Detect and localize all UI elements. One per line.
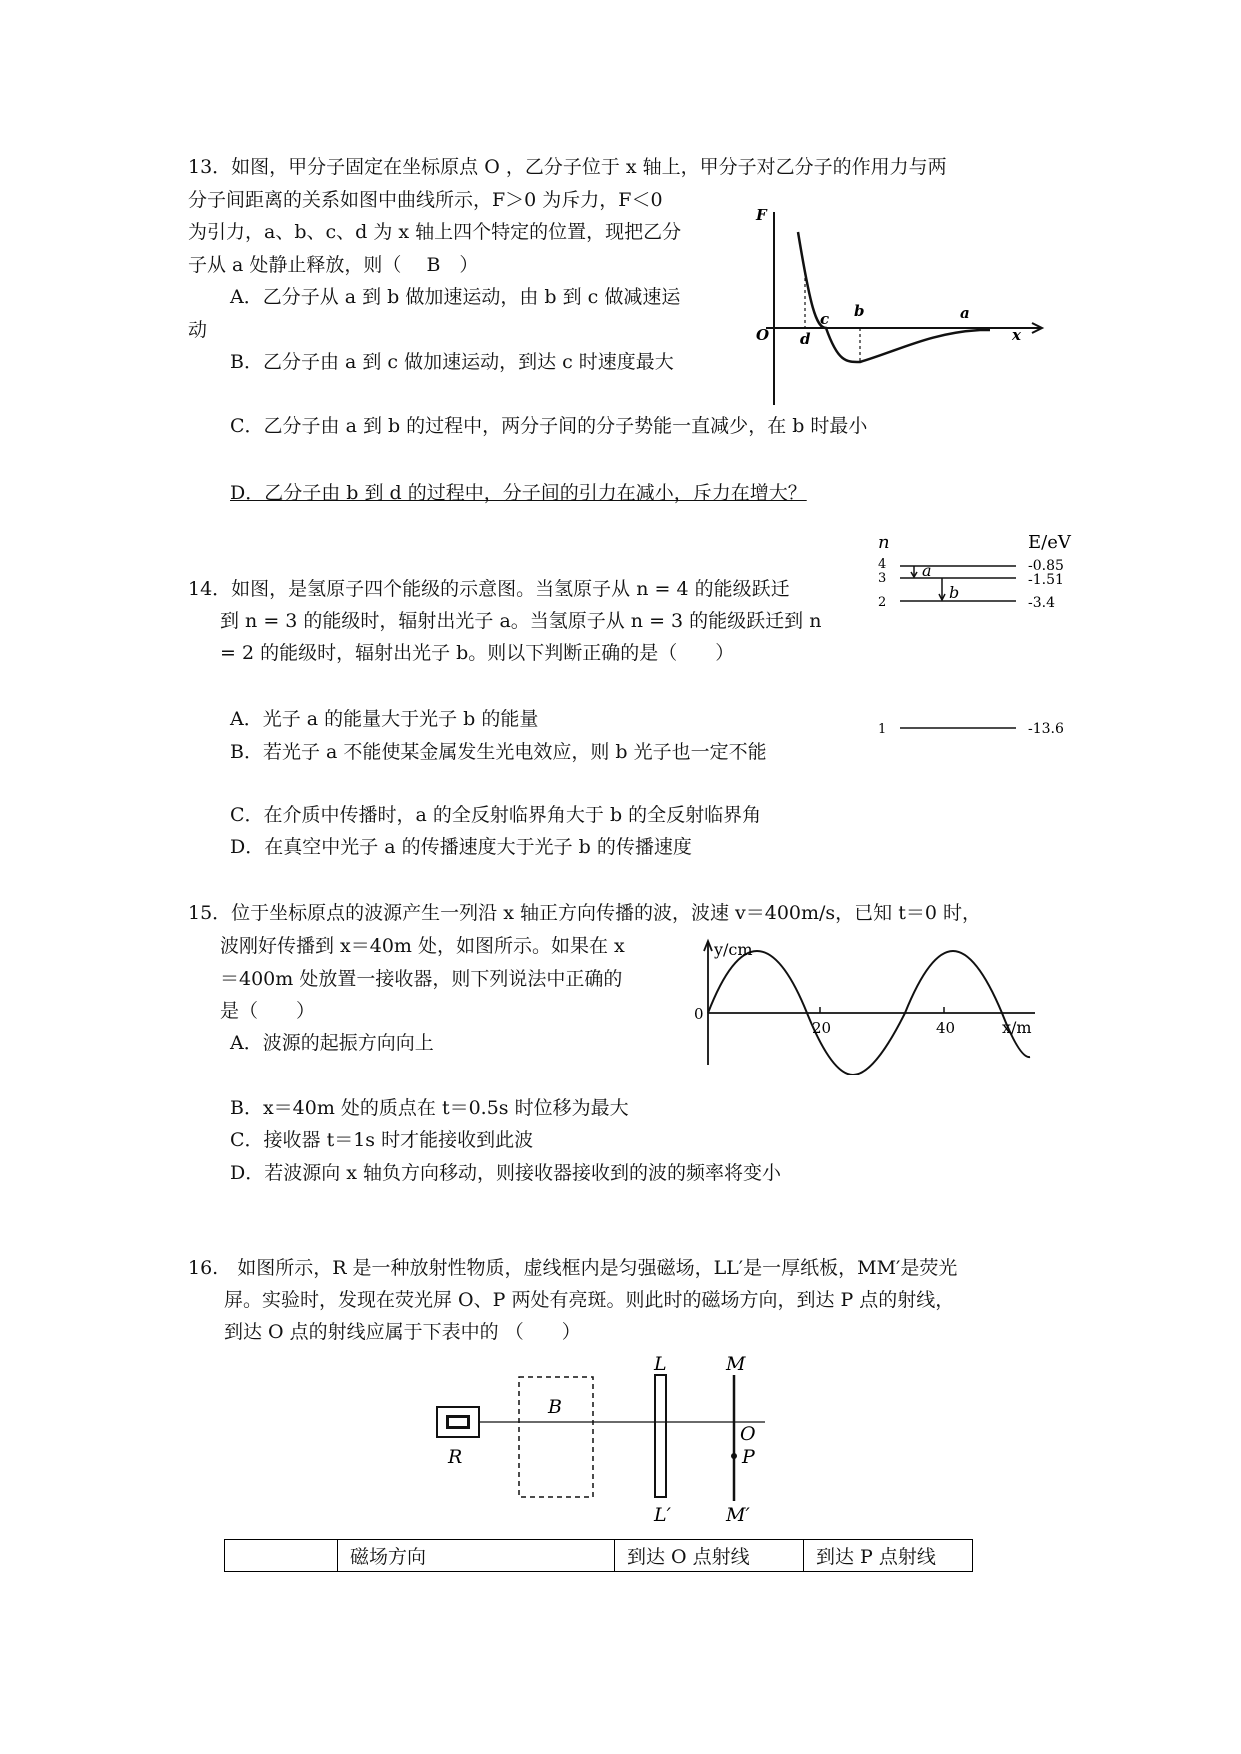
q14-line-3: = 2 的能级时，辐射出光子 b。则以下判断正确的是（ ） — [220, 642, 735, 664]
q16-p-label: P — [742, 1446, 755, 1468]
q13-f-label: F — [756, 206, 767, 224]
table-header-field-direction: 磁场方向 — [338, 1540, 615, 1572]
table-row — [225, 1540, 973, 1572]
q13-option-d: D．乙分子由 b 到 d 的过程中，分子间的引力在减小，斥力在增大？ — [230, 482, 807, 504]
q15-origin-label: 0 — [694, 1005, 704, 1023]
q14-option-a: A．光子 a 的能量大于光子 b 的能量 — [230, 708, 539, 730]
q13-line-3: 为引力，a、b、c、d 为 x 轴上四个特定的位置，现把乙分 — [188, 221, 682, 243]
q13-b-label: b — [854, 302, 865, 320]
q14-photon-a: a — [922, 561, 932, 580]
q16-line-2: 屏。实验时，发现在荧光屏 O、P 两处有亮斑。则此时的磁场方向，到达 P 点的射线， — [224, 1289, 955, 1311]
q15-x-axis-label: x/m — [1002, 1018, 1032, 1037]
q14-energy-level-diagram — [870, 528, 1100, 748]
q14-option-c: C．在介质中传播时，a 的全反射临界角大于 b 的全反射临界角 — [230, 804, 762, 826]
q13-x-label: x — [1012, 326, 1021, 344]
q14-e-label: E/eV — [1028, 532, 1071, 553]
q16-m-prime-label: M′ — [726, 1504, 750, 1526]
q13-option-c: C．乙分子由 a 到 b 的过程中，两分子间的分子势能一直减少，在 b 时最小 — [230, 415, 868, 437]
q13-line-4: 子从 a 处静止释放，则（ B ） — [188, 254, 479, 276]
q16-answer-table — [224, 1539, 973, 1572]
q16-r-label: R — [448, 1446, 463, 1468]
q15-line-2: 波刚好传播到 x＝40m 处，如图所示。如果在 x — [220, 935, 625, 957]
q15-line-3: ＝400m 处放置一接收器，则下列说法中正确的 — [220, 968, 623, 990]
q15-line-1: 15．位于坐标原点的波源产生一列沿 x 轴正方向传播的波，波速 v＝400m/s，已知 t＝0 时， — [188, 902, 981, 924]
q16-l-prime-label: L′ — [654, 1504, 671, 1526]
q15-option-c: C．接收器 t＝1s 时才能接收到此波 — [230, 1129, 534, 1151]
q15-tick-40: 40 — [936, 1019, 956, 1037]
q13-line-1: 13．如图，甲分子固定在坐标原点 O ，乙分子位于 x 轴上，甲分子对乙分子的作用力与两 — [188, 156, 947, 178]
q13-d-label: d — [800, 330, 811, 348]
q13-option-a-cont: 动 — [188, 319, 208, 341]
table-cell-blank — [225, 1540, 338, 1572]
q13-force-graph — [750, 200, 1050, 410]
q14-line-1: 14．如图，是氢原子四个能级的示意图。当氢原子从 n = 4 的能级跃迁 — [188, 578, 790, 600]
q15-option-d: D．若波源向 x 轴负方向移动，则接收器接收到的波的频率将变小 — [230, 1162, 782, 1184]
q14-level-1-n: 1 — [878, 722, 887, 737]
q16-m-label: M — [726, 1355, 746, 1375]
q15-y-axis-label: y/cm — [714, 940, 753, 959]
q16-line-1: 16. 如图所示，R 是一种放射性物质，虚线框内是匀强磁场，LL′是一厚纸板，MM′是荧光 — [188, 1257, 958, 1279]
q16-apparatus-diagram — [430, 1355, 790, 1530]
q16-b-label: B — [548, 1396, 562, 1418]
table-header-p-ray: 到达 P 点射线 — [804, 1540, 973, 1572]
q15-option-a: A．波源的起振方向向上 — [230, 1032, 434, 1054]
q16-line-3: 到达 O 点的射线应属于下表中的 （ ） — [224, 1321, 581, 1343]
q13-line-2: 分子间距离的关系如图中曲线所示，F＞0 为斥力，F＜0 — [188, 189, 663, 211]
q13-o-label: O — [756, 326, 770, 344]
q16-o-label: O — [740, 1423, 756, 1445]
q14-level-3-e: -1.51 — [1028, 572, 1064, 588]
q15-wave-graph — [690, 935, 1080, 1075]
q13-a-label: a — [960, 304, 970, 322]
q14-level-4-e: -0.85 — [1028, 558, 1064, 574]
q14-option-d: D．在真空中光子 a 的传播速度大于光子 b 的传播速度 — [230, 836, 692, 858]
q14-line-2: 到 n = 3 的能级时，辐射出光子 a。当氢原子从 n = 3 的能级跃迁到 n — [220, 610, 822, 632]
q14-level-4-n: 4 — [878, 557, 887, 572]
q13-c-label: c — [820, 310, 830, 328]
q15-tick-20: 20 — [812, 1019, 832, 1037]
q14-n-label: n — [878, 532, 890, 553]
q16-l-label: L — [654, 1355, 667, 1375]
q15-option-b: B．x＝40m 处的质点在 t＝0.5s 时位移为最大 — [230, 1097, 629, 1119]
q14-level-2-e: -3.4 — [1028, 595, 1055, 611]
q15-line-4: 是（ ） — [220, 1000, 316, 1022]
q14-level-3-n: 3 — [878, 571, 887, 586]
q13-option-a: A．乙分子从 a 到 b 做加速运动，由 b 到 c 做减速运 — [230, 286, 681, 308]
q14-level-2-n: 2 — [878, 595, 887, 610]
q14-photon-b: b — [949, 583, 960, 602]
q13-option-b: B．乙分子由 a 到 c 做加速运动，到达 c 时速度最大 — [230, 351, 674, 373]
q14-level-1-e: -13.6 — [1028, 721, 1064, 737]
table-header-o-ray: 到达 O 点射线 — [615, 1540, 804, 1572]
q14-option-b: B．若光子 a 不能使某金属发生光电效应，则 b 光子也一定不能 — [230, 741, 767, 763]
